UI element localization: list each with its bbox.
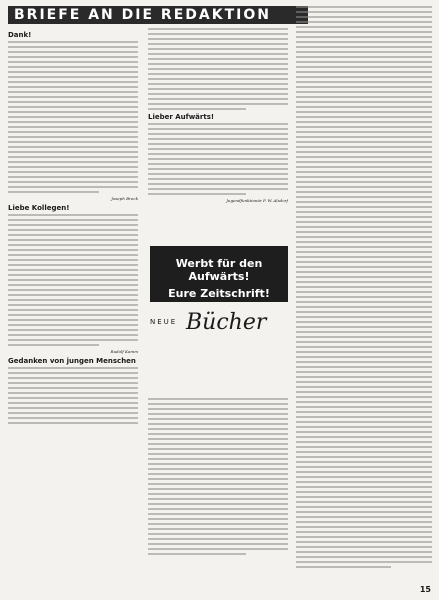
text-line	[8, 51, 138, 53]
text-line	[296, 226, 432, 228]
ad-line-1: Werbt für den Aufwärts!	[175, 257, 263, 283]
text-line	[8, 372, 138, 374]
text-line	[148, 68, 288, 70]
text-line	[148, 448, 288, 450]
text-line	[296, 261, 432, 263]
text-line	[296, 176, 432, 178]
text-line	[296, 371, 432, 373]
text-line	[296, 506, 432, 508]
text-line	[296, 41, 432, 43]
text-line	[148, 548, 288, 550]
text-line	[296, 51, 432, 53]
text-line	[296, 181, 432, 183]
text-line	[148, 438, 288, 440]
page-number: 15	[419, 585, 431, 594]
text-line	[148, 193, 246, 195]
text-line	[8, 387, 138, 389]
buecher-label: Bücher	[186, 310, 267, 335]
text-line	[8, 219, 138, 221]
text-line	[296, 201, 432, 203]
text-line	[148, 413, 288, 415]
text-line	[8, 234, 138, 236]
neue-label: NEUE	[150, 318, 178, 326]
text-line	[296, 31, 432, 33]
text-line	[148, 108, 246, 110]
text-line	[296, 106, 432, 108]
text-line	[296, 331, 432, 333]
text-line	[8, 329, 138, 331]
text-line	[296, 271, 432, 273]
text-line	[296, 431, 432, 433]
text-line	[148, 533, 288, 535]
text-line	[8, 106, 138, 108]
text-line	[296, 111, 432, 113]
text-line	[296, 256, 432, 258]
text-line	[148, 103, 288, 105]
neue-buecher-heading	[150, 308, 288, 338]
text-line	[296, 276, 432, 278]
text-line	[296, 546, 432, 548]
text-line	[296, 141, 432, 143]
text-line	[296, 281, 432, 283]
text-line	[296, 286, 432, 288]
text-line	[296, 121, 432, 123]
text-line	[296, 481, 432, 483]
text-line	[8, 46, 138, 48]
text-line	[8, 417, 138, 419]
text-line	[148, 38, 288, 40]
heading-lieber-aufwaerts: Lieber Aufwärts!	[148, 113, 215, 121]
text-line	[148, 158, 288, 160]
text-line	[296, 131, 432, 133]
text-line	[8, 269, 138, 271]
text-line	[8, 91, 138, 93]
text-line	[296, 441, 432, 443]
text-line	[296, 191, 432, 193]
text-line	[148, 403, 288, 405]
text-line	[296, 21, 432, 23]
text-line	[8, 56, 138, 58]
text-line	[296, 306, 432, 308]
text-line	[148, 463, 288, 465]
text-line	[148, 458, 288, 460]
text-line	[8, 131, 138, 133]
text-line	[148, 398, 288, 400]
text-line	[148, 73, 288, 75]
text-line	[296, 451, 432, 453]
text-line	[296, 361, 432, 363]
text-line	[296, 151, 432, 153]
text-line	[296, 521, 432, 523]
text-line	[296, 366, 432, 368]
text-line	[296, 251, 432, 253]
text-line	[148, 168, 288, 170]
heading-gedanken: Gedanken von jungen Menschen	[8, 357, 136, 365]
text-line	[296, 491, 432, 493]
text-line	[8, 382, 138, 384]
text-line	[148, 138, 288, 140]
text-line	[8, 66, 138, 68]
column-middle-bottom	[148, 398, 288, 588]
text-line	[296, 496, 432, 498]
text-line	[296, 531, 432, 533]
text-line	[296, 541, 432, 543]
text-line	[296, 401, 432, 403]
text-line	[8, 61, 138, 63]
text-line	[296, 406, 432, 408]
text-line	[296, 101, 432, 103]
text-line	[8, 239, 138, 241]
text-line	[296, 91, 432, 93]
text-line	[148, 473, 288, 475]
text-line	[148, 143, 288, 145]
text-line	[296, 221, 432, 223]
text-line	[8, 344, 99, 346]
text-line	[148, 508, 288, 510]
text-line	[296, 391, 432, 393]
text-line	[296, 211, 432, 213]
text-line	[148, 93, 288, 95]
text-line	[8, 289, 138, 291]
ad-line-2: Eure Zeitschrift!	[168, 287, 270, 300]
text-line	[148, 48, 288, 50]
text-line	[296, 231, 432, 233]
text-line	[8, 81, 138, 83]
text-line	[148, 123, 288, 125]
text-line	[148, 493, 288, 495]
text-line	[8, 279, 138, 281]
text-line	[296, 556, 432, 558]
text-line	[8, 126, 138, 128]
text-line	[148, 478, 288, 480]
text-line	[296, 411, 432, 413]
text-line	[148, 43, 288, 45]
text-line	[148, 78, 288, 80]
text-line	[8, 367, 138, 369]
text-line	[8, 407, 138, 409]
text-line	[148, 188, 288, 190]
text-line	[148, 498, 288, 500]
text-line	[296, 116, 432, 118]
text-line	[148, 58, 288, 60]
text-line	[296, 81, 432, 83]
text-line	[296, 291, 432, 293]
text-line	[148, 528, 288, 530]
text-line	[296, 526, 432, 528]
text-line	[296, 396, 432, 398]
text-line	[148, 418, 288, 420]
text-line	[8, 324, 138, 326]
text-line	[148, 433, 288, 435]
text-line	[148, 453, 288, 455]
text-line	[8, 304, 138, 306]
text-line	[148, 488, 288, 490]
text-line	[8, 249, 138, 251]
text-line	[296, 386, 432, 388]
text-line	[296, 501, 432, 503]
text-line	[8, 392, 138, 394]
text-line	[148, 468, 288, 470]
text-line	[148, 543, 288, 545]
text-line	[8, 171, 138, 173]
text-line	[8, 121, 138, 123]
text-line	[148, 553, 246, 555]
text-line	[8, 254, 138, 256]
text-line	[296, 511, 432, 513]
text-line	[8, 161, 138, 163]
text-line	[296, 206, 432, 208]
text-line	[148, 443, 288, 445]
text-line	[8, 294, 138, 296]
text-line	[296, 461, 432, 463]
text-line	[8, 141, 138, 143]
text-line	[8, 402, 138, 404]
text-line	[296, 446, 432, 448]
text-line	[148, 523, 288, 525]
text-line	[296, 76, 432, 78]
text-line	[296, 346, 432, 348]
text-line	[296, 126, 432, 128]
text-line	[8, 136, 138, 138]
advertisement-box	[150, 246, 288, 302]
text-line	[8, 41, 138, 43]
text-line	[148, 183, 288, 185]
text-line	[148, 503, 288, 505]
text-line	[296, 11, 432, 13]
text-line	[8, 151, 138, 153]
text-line	[8, 96, 138, 98]
text-line	[296, 351, 432, 353]
text-line	[8, 274, 138, 276]
text-line	[296, 46, 432, 48]
text-line	[148, 133, 288, 135]
text-line	[296, 466, 432, 468]
text-line	[296, 416, 432, 418]
text-line	[296, 301, 432, 303]
text-line	[296, 436, 432, 438]
text-line	[8, 166, 138, 168]
text-line	[8, 244, 138, 246]
text-line	[296, 551, 432, 553]
text-line	[8, 309, 138, 311]
text-line	[8, 377, 138, 379]
text-line	[8, 191, 99, 193]
text-line	[8, 186, 138, 188]
heading-liebe-kollegen: Liebe Kollegen!	[8, 204, 70, 212]
text-line	[296, 166, 432, 168]
text-line	[296, 566, 391, 568]
text-line	[148, 148, 288, 150]
text-line	[296, 381, 432, 383]
column-middle-top	[148, 28, 288, 238]
text-line	[8, 422, 138, 424]
text-line	[296, 336, 432, 338]
text-line	[148, 428, 288, 430]
column-right	[296, 6, 432, 588]
text-line	[8, 76, 138, 78]
text-line	[8, 156, 138, 158]
column-left	[8, 28, 138, 588]
text-line	[8, 146, 138, 148]
text-line	[296, 161, 432, 163]
text-line	[296, 156, 432, 158]
text-line	[8, 229, 138, 231]
text-line	[8, 314, 138, 316]
text-line	[296, 241, 432, 243]
text-line	[296, 326, 432, 328]
text-line	[296, 311, 432, 313]
text-line	[8, 176, 138, 178]
text-line	[296, 146, 432, 148]
text-line	[296, 86, 432, 88]
text-line	[8, 71, 138, 73]
text-line	[8, 299, 138, 301]
text-line	[148, 173, 288, 175]
text-line	[148, 153, 288, 155]
text-line	[296, 321, 432, 323]
text-line	[148, 163, 288, 165]
text-line	[296, 536, 432, 538]
text-line	[148, 83, 288, 85]
text-line	[148, 518, 288, 520]
heading-dank: Dank!	[8, 31, 32, 39]
text-line	[296, 516, 432, 518]
text-line	[296, 16, 432, 18]
text-line	[296, 426, 432, 428]
text-line	[296, 561, 432, 563]
text-line	[296, 26, 432, 28]
text-line	[8, 397, 138, 399]
text-line	[8, 412, 138, 414]
text-line	[296, 486, 432, 488]
text-line	[148, 53, 288, 55]
text-line	[148, 98, 288, 100]
text-line	[296, 421, 432, 423]
text-line	[296, 66, 432, 68]
text-line	[296, 356, 432, 358]
text-line	[148, 178, 288, 180]
text-line	[296, 136, 432, 138]
signature: Joseph Brock	[111, 196, 138, 201]
text-line	[8, 224, 138, 226]
text-line	[8, 101, 138, 103]
text-line	[8, 264, 138, 266]
text-line	[296, 316, 432, 318]
text-line	[296, 476, 432, 478]
text-line	[296, 216, 432, 218]
text-line	[8, 259, 138, 261]
text-line	[8, 214, 138, 216]
text-line	[296, 6, 432, 8]
text-line	[8, 86, 138, 88]
text-line	[8, 116, 138, 118]
text-line	[296, 61, 432, 63]
text-line	[148, 423, 288, 425]
text-line	[148, 483, 288, 485]
section-banner: BRIEFE AN DIE REDAKTION	[8, 6, 308, 24]
text-line	[148, 538, 288, 540]
text-line	[148, 33, 288, 35]
text-line	[8, 111, 138, 113]
text-line	[296, 456, 432, 458]
text-line	[148, 63, 288, 65]
text-line	[296, 36, 432, 38]
text-line	[8, 319, 138, 321]
text-line	[296, 96, 432, 98]
text-line	[296, 236, 432, 238]
signature: Jugendfunktionär P. W. Alsdorf	[226, 198, 288, 203]
text-line	[148, 28, 288, 30]
text-line	[296, 71, 432, 73]
text-line	[8, 334, 138, 336]
text-line	[296, 376, 432, 378]
signature: Rudolf Kamm	[110, 349, 138, 354]
text-line	[148, 88, 288, 90]
text-line	[8, 339, 138, 341]
text-line	[8, 181, 138, 183]
text-line	[296, 171, 432, 173]
text-line	[148, 128, 288, 130]
text-line	[296, 341, 432, 343]
text-line	[296, 246, 432, 248]
text-line	[296, 296, 432, 298]
text-line	[296, 196, 432, 198]
text-line	[148, 408, 288, 410]
text-line	[296, 266, 432, 268]
text-line	[8, 284, 138, 286]
text-line	[296, 56, 432, 58]
text-line	[296, 186, 432, 188]
text-line	[148, 513, 288, 515]
text-line	[296, 471, 432, 473]
